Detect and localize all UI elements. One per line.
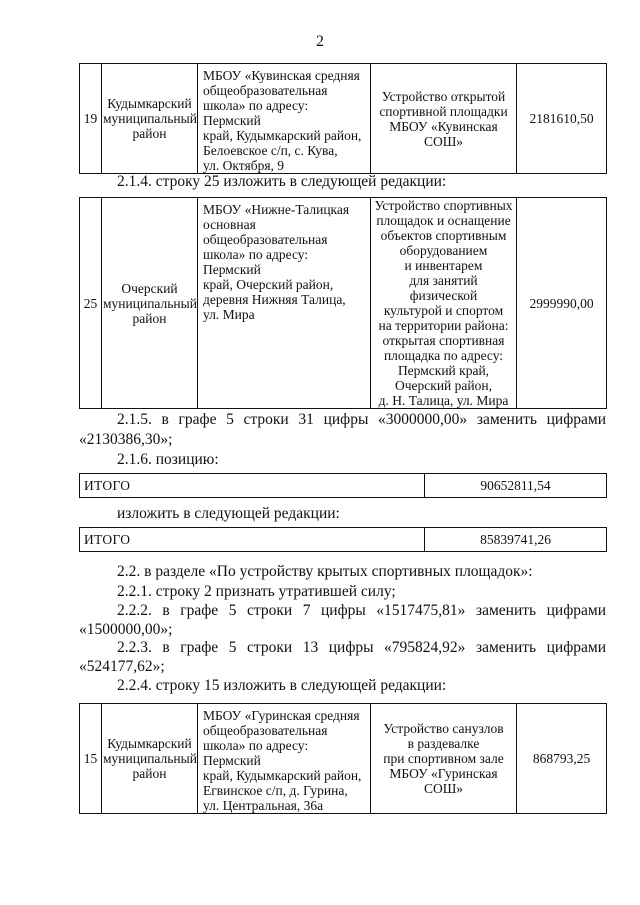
amount-cell: 2181610,50 xyxy=(517,64,607,174)
paragraph-2-1-4: 2.1.4. строку 25 изложить в следующей редакции: xyxy=(117,173,447,190)
paragraph-2-2-2-line-2: «1500000,00»; xyxy=(79,621,173,638)
table-row xyxy=(80,474,607,498)
row-number: 15 xyxy=(80,704,102,814)
institution-cell: МБОУ «Кувинская средняя общеобразовательная школа» по адресу: Пермский край, Кудымкарский район, Белоевское с/п, с. Кува, ул. Октября, 9 xyxy=(198,64,371,174)
paragraph-new-edition: изложить в следующей редакции: xyxy=(117,505,340,522)
total-new-table xyxy=(79,527,607,552)
total-value: 85839741,26 xyxy=(425,528,607,552)
paragraph-2-2-1: 2.2.1. строку 2 признать утратившей силу; xyxy=(117,583,396,600)
paragraph-2-2-2-line-1: 2.2.2. в графе 5 строки 7 цифры «1517475,81» заменить цифрами xyxy=(117,602,606,619)
paragraph-2-2-4: 2.2.4. строку 15 изложить в следующей редакции: xyxy=(117,677,447,694)
institution-cell: МБОУ «Нижне-Талицкая основная общеобразовательная школа» по адресу: Пермский край, Очерский район, деревня Нижняя Талица, ул. Мира xyxy=(198,198,371,409)
table-row xyxy=(80,198,607,409)
table-row xyxy=(80,528,607,552)
paragraph-2-2: 2.2. в разделе «По устройству крытых спортивных площадок»: xyxy=(117,563,533,580)
project-cell: Устройство санузлов в раздевалке при спортивном зале МБОУ «Гуринская СОШ» xyxy=(371,704,517,814)
district-cell: Кудымкарский муниципальный район xyxy=(102,704,198,814)
amount-cell: 2999990,00 xyxy=(517,198,607,409)
paragraph-2-1-6: 2.1.6. позицию: xyxy=(117,451,219,468)
paragraph-2-1-5-line-2: «2130386,30»; xyxy=(79,431,173,448)
paragraph-2-2-3-line-1: 2.2.3. в графе 5 строки 13 цифры «795824,92» заменить цифрами xyxy=(117,639,606,656)
project-cell: Устройство открытой спортивной площадки МБОУ «Кувинская СОШ» xyxy=(371,64,517,174)
district-cell: Кудымкарский муниципальный район xyxy=(102,64,198,174)
total-old-table xyxy=(79,473,607,498)
paragraph-2-2-3-line-2: «524177,62»; xyxy=(79,658,165,675)
row-25-table xyxy=(79,197,607,409)
total-label: ИТОГО xyxy=(80,474,425,498)
row-19-table xyxy=(79,63,607,174)
total-label: ИТОГО xyxy=(80,528,425,552)
project-cell: Устройство спортивных площадок и оснащение объектов спортивным оборудованием и инвентарем для занятий физической культурой и спортом на территории района: открытая спортивная площадка по адресу: Пермский край, Очерский район, д. Н. Талица, ул. Мира xyxy=(371,198,517,409)
paragraph-2-1-5-line-1: 2.1.5. в графе 5 строки 31 цифры «3000000,00» заменить цифрами xyxy=(117,411,606,428)
table-row xyxy=(80,704,607,814)
row-number: 19 xyxy=(80,64,102,174)
institution-cell: МБОУ «Гуринская средняя общеобразовательная школа» по адресу: Пермский край, Кудымкарский район, Егвинское с/п, д. Гурина, ул. Центральная, 36а xyxy=(198,704,371,814)
amount-cell: 868793,25 xyxy=(517,704,607,814)
page-number: 2 xyxy=(316,33,324,50)
table-row xyxy=(80,64,607,174)
row-15-table xyxy=(79,703,607,814)
district-cell: Очерский муниципальный район xyxy=(102,198,198,409)
total-value: 90652811,54 xyxy=(425,474,607,498)
row-number: 25 xyxy=(80,198,102,409)
